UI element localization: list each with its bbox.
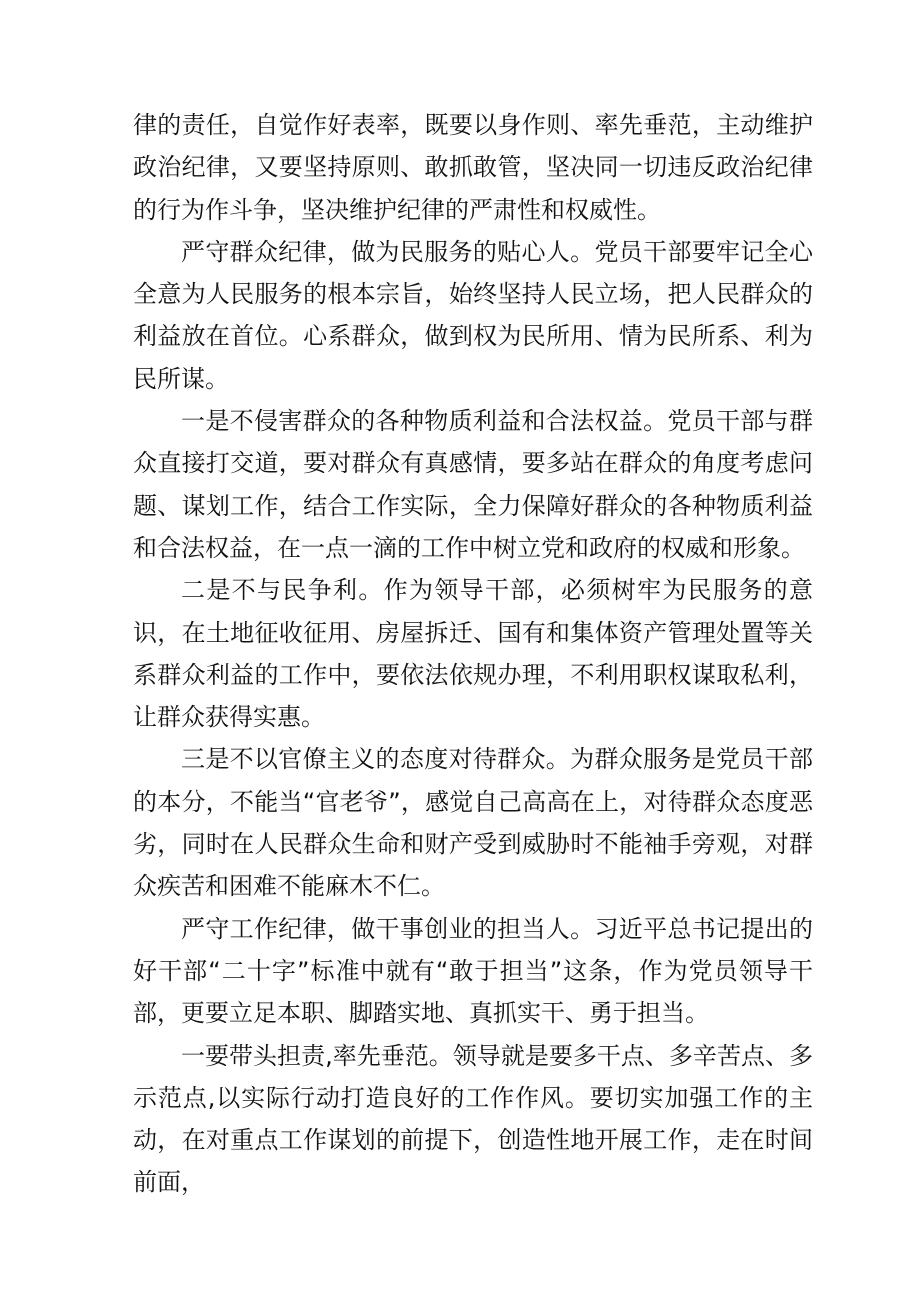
paragraph-lead-responsibility: 一要带头担责,率先垂范。领导就是要多干点、多辛苦点、多示范点,以实际行动打造良好的工作作风。要切实加强工作的主动，在对重点工作谋划的前提下，创造性地开展工作，走在时间前面， <box>133 1041 813 1197</box>
paragraph-point-two: 二是不与民争利。作为领导干部，必须树牢为民服务的意识，在土地征收征用、房屋拆迁、国有和集体资产管理处置等关系群众利益的工作中，要依法依规办理，不利用职权谋取私利，让群众获得实惠。 <box>133 576 813 732</box>
paragraph-point-three: 三是不以官僚主义的态度对待群众。为群众服务是党员干部的本分，不能当“官老爷”，感觉自己高高在上，对待群众态度恶劣，同时在人民群众生命和财产受到威胁时不能袖手旁观，对群众疾苦和困难不能麻木不仁。 <box>133 745 813 901</box>
paragraph-work-discipline: 严守工作纪律，做干事创业的担当人。习近平总书记提出的好干部“二十字”标准中就有“敢于担当”这条，作为党员领导干部，更要立足本职、脚踏实地、真抓实干、勇于担当。 <box>133 914 813 1028</box>
paragraph-continuation: 律的责任，自觉作好表率，既要以身作则、率先垂范，主动维护政治纪律，又要坚持原则、敢抓敢管，坚决同一切违反政治纪律的行为作斗争，坚决维护纪律的严肃性和权威性。 <box>133 111 813 224</box>
paragraph-point-one: 一是不侵害群众的各种物质利益和合法权益。党员干部与群众直接打交道，要对群众有真感情，要多站在群众的角度考虑问题、谋划工作，结合工作实际，全力保障好群众的各种物质利益和合法权益，在一点一滴的工作中树立党和政府的权威和形象。 <box>133 407 813 562</box>
document-body <box>133 104 813 1204</box>
paragraph-mass-discipline: 严守群众纪律，做为民服务的贴心人。党员干部要牢记全心全意为人民服务的根本宗旨，始终坚持人民立场，把人民群众的利益放在首位。心系群众，做到权为民所用、情为民所系、利为民所谋。 <box>133 237 813 393</box>
